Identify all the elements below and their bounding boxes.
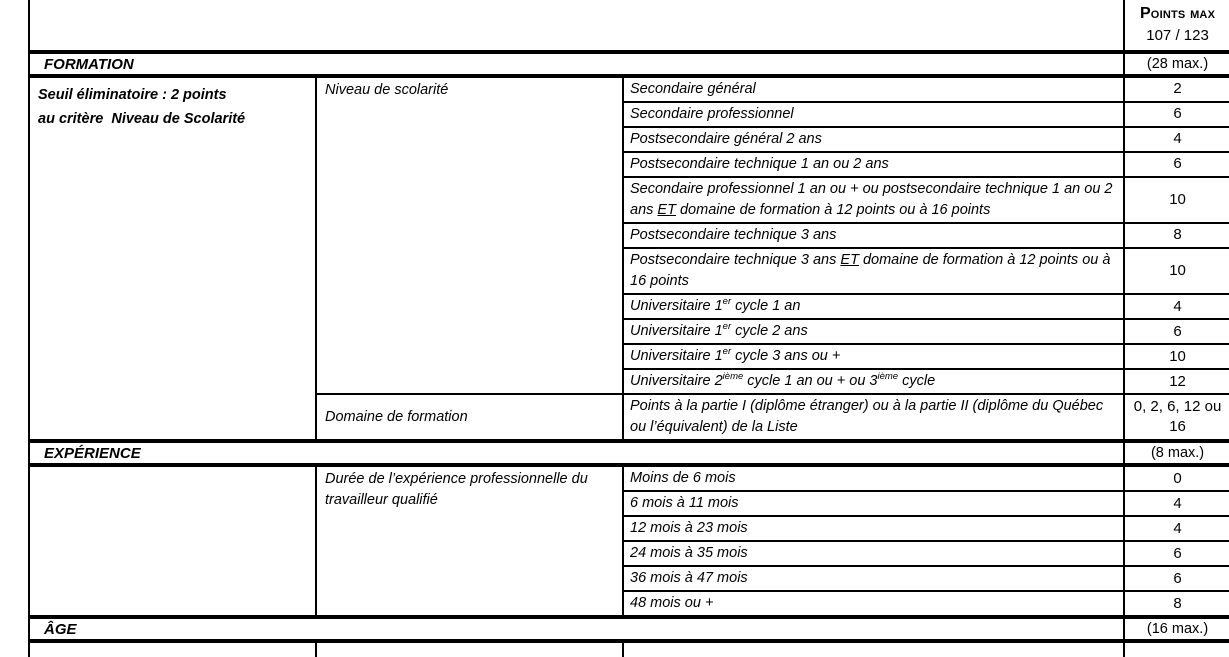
section-max-cell: (8 max.): [1124, 441, 1229, 465]
points-cell: 4: [1124, 294, 1229, 319]
section-name-cell: FORMATION: [29, 52, 1124, 76]
points-cell: 6: [1124, 319, 1229, 344]
points-max-header-cell: [1124, 0, 1229, 52]
points-cell: 4: [1124, 491, 1229, 516]
section-header-row: [29, 617, 1229, 641]
points-cell: 2: [1124, 76, 1229, 102]
points-cell: 0: [1124, 465, 1229, 491]
points-cell: 4: [1124, 127, 1229, 152]
section-name-cell: EXPÉRIENCE: [29, 441, 1124, 465]
superscript-text: ième: [877, 371, 899, 383]
detail-cell: 36 mois à 47 mois: [623, 566, 1124, 591]
left-note-cell: [29, 641, 316, 657]
underlined-text: ET: [840, 252, 859, 269]
superscript-text: er: [722, 346, 732, 358]
data-row: [29, 465, 1229, 491]
section-max-cell: (16 max.): [1124, 617, 1229, 641]
detail-cell: Universitaire 1er cycle 3 ans ou +: [623, 344, 1124, 369]
criterion-cell: Durée de l’expérience professionnelle du travailleur qualifié: [316, 465, 623, 617]
data-row: [29, 76, 1229, 102]
left-note-cell: [29, 76, 316, 441]
detail-cell: Secondaire professionnel: [623, 102, 1124, 127]
left-note-cell: [29, 465, 316, 617]
detail-cell: [623, 641, 1124, 657]
underlined-text: ET: [657, 202, 676, 219]
criterion-cell: Niveau de scolarité: [316, 76, 623, 394]
points-cell: 0, 2, 6, 12 ou 16: [1124, 394, 1229, 441]
points-cell: 12: [1124, 369, 1229, 394]
clipped-bottom-row: [29, 641, 1229, 657]
section-max-cell: (28 max.): [1124, 52, 1229, 76]
superscript-text: ième: [722, 371, 744, 383]
detail-cell: Secondaire professionnel 1 an ou + ou postsecondaire technique 1 an ou 2 ans ET domaine de formation à 12 points ou à 16 points: [623, 177, 1124, 223]
points-grid-table: [28, 0, 1229, 657]
superscript-text: er: [722, 296, 732, 308]
criterion-cell: [316, 641, 623, 657]
left-note-line: au critère Niveau de Scolarité: [38, 111, 246, 127]
points-cell: 8: [1124, 223, 1229, 248]
detail-cell: Universitaire 2ième cycle 1 an ou + ou 3ième cycle: [623, 369, 1124, 394]
points-cell: 6: [1124, 566, 1229, 591]
detail-cell: 6 mois à 11 mois: [623, 491, 1124, 516]
detail-cell: Postsecondaire technique 1 an ou 2 ans: [623, 152, 1124, 177]
points-cell: 10: [1124, 177, 1229, 223]
points-cell: [1124, 641, 1229, 657]
superscript-text: er: [722, 321, 732, 333]
points-cell: 10: [1124, 248, 1229, 294]
points-max-value: 107 / 123: [1146, 27, 1209, 45]
detail-cell: Secondaire général: [623, 76, 1124, 102]
points-max-label: Points max: [1139, 5, 1216, 23]
section-name-cell: ÂGE: [29, 617, 1124, 641]
points-cell: 10: [1124, 344, 1229, 369]
points-grid-body: [29, 0, 1229, 657]
detail-cell: Moins de 6 mois: [623, 465, 1124, 491]
points-cell: 4: [1124, 516, 1229, 541]
detail-cell: 48 mois ou +: [623, 591, 1124, 617]
detail-cell: Points à la partie I (diplôme étranger) ou à la partie II (diplôme du Québec ou l’équivalent) de la Liste: [623, 394, 1124, 441]
points-cell: 8: [1124, 591, 1229, 617]
detail-cell: Universitaire 1er cycle 1 an: [623, 294, 1124, 319]
header-row: [29, 0, 1229, 52]
detail-cell: Postsecondaire technique 3 ans ET domaine de formation à 12 points ou à 16 points: [623, 248, 1124, 294]
detail-cell: Postsecondaire général 2 ans: [623, 127, 1124, 152]
detail-cell: 24 mois à 35 mois: [623, 541, 1124, 566]
detail-cell: Universitaire 1er cycle 2 ans: [623, 319, 1124, 344]
detail-cell: Postsecondaire technique 3 ans: [623, 223, 1124, 248]
criterion-cell: Domaine de formation: [316, 394, 623, 441]
left-note-line: Seuil éliminatoire : 2 points: [38, 87, 227, 103]
section-header-row: [29, 52, 1229, 76]
detail-cell: 12 mois à 23 mois: [623, 516, 1124, 541]
points-cell: 6: [1124, 152, 1229, 177]
header-blank-cell: [29, 0, 1124, 52]
section-header-row: [29, 441, 1229, 465]
points-cell: 6: [1124, 541, 1229, 566]
points-cell: 6: [1124, 102, 1229, 127]
